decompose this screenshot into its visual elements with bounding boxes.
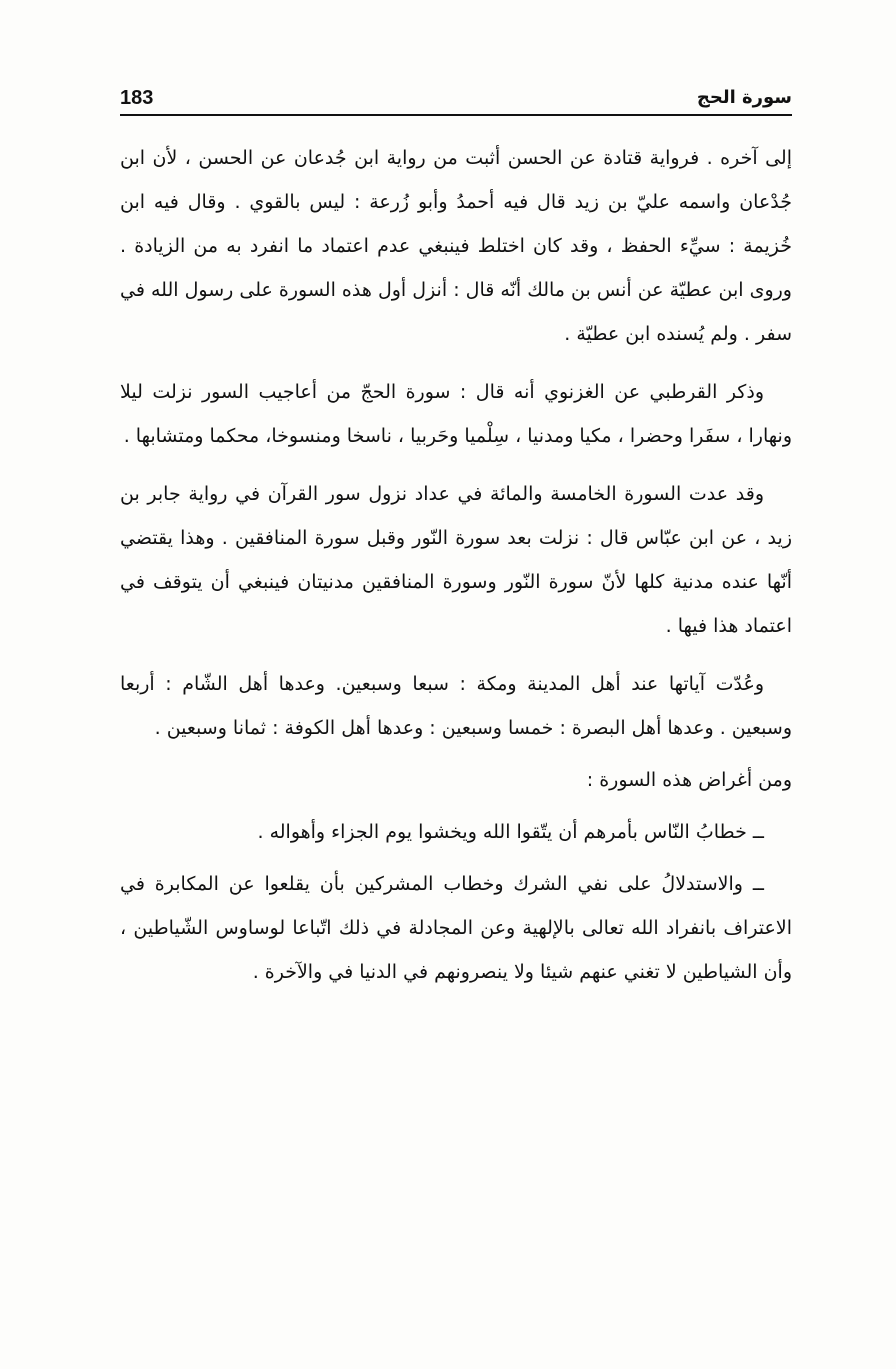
body-text <box>120 136 792 1008</box>
page-header <box>120 84 792 116</box>
list-item-purpose-1: ــ خطابُ النّاس بأمرهم أن يتّقوا الله ويخشوا يوم الجزاء وأهواله . <box>257 821 764 843</box>
paragraph-qurtubi: وذكر القرطبي عن الغزنوي أنه قال : سورة الحجّ من أعاجيب السور نزلت ليلا ونهارا ، سفَرا وحضرا ، مكيا ومدنيا ، سِلْميا وحَربيا ، ناسخا ومنسوخا، محكما ومتشابها . <box>120 381 792 447</box>
list-item-purpose-2: ــ والاستدلالُ على نفي الشرك وخطاب المشركين بأن يقلعوا عن المكابرة في الاعتراف بانفراد الله تعالى بالإلهية وعن المجادلة في ذلك اتّباعا لوساوس الشّياطين ، وأن الشياطين لا تغني عنهم شيئا ولا ينصرونهم في الدنيا في والآخرة . <box>120 873 792 983</box>
paragraph-purposes-heading: ومن أغراض هذه السورة : <box>586 769 792 791</box>
paragraph-isnad: إلى آخره . فرواية قتادة عن الحسن أثبت من رواية ابن جُدعان عن الحسن ، لأن ابن جُدْعان واسمه عليّ بن زيد قال فيه أحمدُ وأبو زُرعة : ليس بالقوي . وقال فيه ابن خُزيمة : سيِّء الحفظ ، وقد كان اختلط فينبغي عدم اعتماد ما انفرد به من الزيادة . وروى ابن عطيّة عن أنس بن مالك أنّه قال : أنزل أول هذه السورة على رسول الله في سفر . ولم يُسنده ابن عطيّة . <box>120 147 792 345</box>
paragraph-revelation-order: وقد عدت السورة الخامسة والمائة في عداد نزول سور القرآن في رواية جابر بن زيد ، عن ابن عبّاس قال : نزلت بعد سورة النّور وقبل سورة المنافقين . وهذا يقتضي أنّها عنده مدنية كلها لأنّ سورة النّور وسورة المنافقين مدنيتان فينبغي أن يتوقف في اعتماد هذا فيها . <box>120 483 792 637</box>
page-number: 183 <box>120 87 154 109</box>
running-title: سورة الحج <box>696 87 792 108</box>
paragraph-verse-count: وعُدّت آياتها عند أهل المدينة ومكة : سبعا وسبعين. وعدها أهل الشّام : أربعا وسبعين . وعدها أهل البصرة : خمسا وسبعين : وعدها أهل الكوفة : ثمانا وسبعين . <box>120 673 792 739</box>
